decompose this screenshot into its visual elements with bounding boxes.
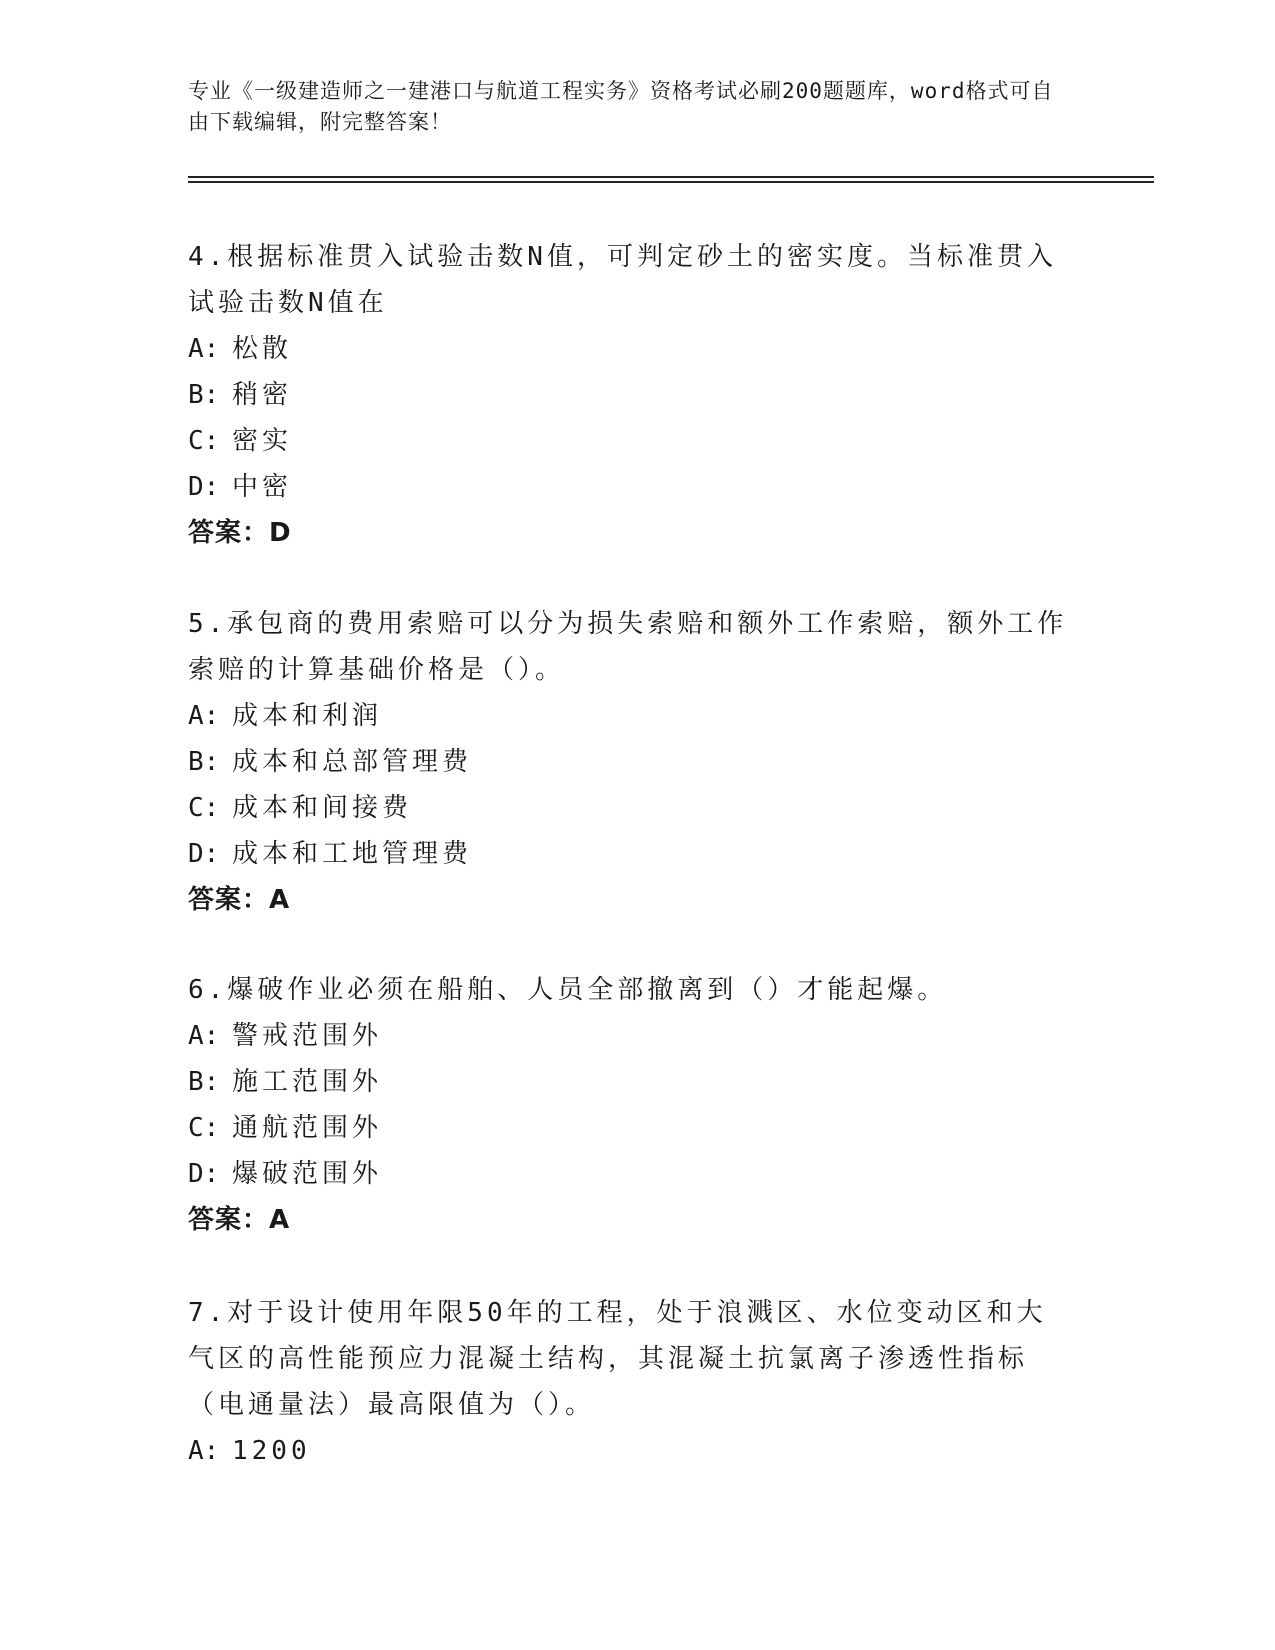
option-label: A: bbox=[188, 1436, 220, 1466]
question-6 bbox=[188, 967, 1068, 1243]
document-header: 专业《一级建造师之一建港口与航道工程实务》资格考试必刷200题题库，word格式可自由下载编辑，附完整答案！ bbox=[188, 79, 1054, 134]
answer-text: 答案：D bbox=[188, 518, 292, 548]
answer-text: 答案：A bbox=[188, 885, 291, 915]
option-b bbox=[188, 372, 1068, 418]
option-a bbox=[188, 693, 1068, 739]
option-a bbox=[188, 326, 1068, 372]
question-4 bbox=[188, 234, 1068, 556]
question-text: 7.对于设计使用年限50年的工程，处于浪溅区、水位变动区和大气区的高性能预应力混凝土结构，其混凝土抗氯离子渗透性指标（电通量法）最高限值为（）。 bbox=[188, 1298, 1047, 1420]
option-text: 松散 bbox=[232, 334, 293, 364]
option-label: A: bbox=[188, 701, 220, 731]
option-text: 中密 bbox=[232, 472, 293, 502]
option-text: 施工范围外 bbox=[232, 1067, 383, 1097]
option-text: 通航范围外 bbox=[232, 1113, 383, 1143]
option-d bbox=[188, 1151, 1068, 1197]
option-label: D: bbox=[188, 472, 220, 502]
option-label: A: bbox=[188, 1021, 220, 1051]
option-c bbox=[188, 1105, 1068, 1151]
header-divider-top bbox=[188, 176, 1154, 178]
option-text: 爆破范围外 bbox=[232, 1159, 383, 1189]
option-d bbox=[188, 464, 1068, 510]
question-7 bbox=[188, 1290, 1068, 1474]
question-text: 5.承包商的费用索赔可以分为损失索赔和额外工作索赔，额外工作索赔的计算基础价格是（）。 bbox=[188, 609, 1068, 685]
option-text: 成本和利润 bbox=[232, 701, 383, 731]
question-text: 4.根据标准贯入试验击数N值，可判定砂土的密实度。当标准贯入试验击数N值在 bbox=[188, 242, 1057, 318]
option-d bbox=[188, 831, 1068, 877]
option-text: 成本和工地管理费 bbox=[232, 839, 473, 869]
option-text: 密实 bbox=[232, 426, 293, 456]
option-a bbox=[188, 1428, 1068, 1474]
option-text: 成本和总部管理费 bbox=[232, 747, 473, 777]
question-5 bbox=[188, 601, 1068, 923]
option-text: 稍密 bbox=[232, 380, 293, 410]
option-label: B: bbox=[188, 747, 220, 777]
option-b bbox=[188, 1059, 1068, 1105]
option-c bbox=[188, 418, 1068, 464]
option-label: D: bbox=[188, 1159, 220, 1189]
option-label: C: bbox=[188, 1113, 220, 1143]
option-c bbox=[188, 785, 1068, 831]
option-label: D: bbox=[188, 839, 220, 869]
header-divider-bottom bbox=[188, 181, 1154, 183]
question-text: 6.爆破作业必须在船舶、人员全部撤离到（）才能起爆。 bbox=[188, 975, 948, 1005]
option-label: C: bbox=[188, 793, 220, 823]
option-a bbox=[188, 1013, 1068, 1059]
option-b bbox=[188, 739, 1068, 785]
answer-text: 答案：A bbox=[188, 1205, 291, 1235]
option-text: 1200 bbox=[232, 1436, 311, 1466]
option-label: A: bbox=[188, 334, 220, 364]
option-text: 成本和间接费 bbox=[232, 793, 413, 823]
option-label: B: bbox=[188, 1067, 220, 1097]
option-text: 警戒范围外 bbox=[232, 1021, 383, 1051]
option-label: B: bbox=[188, 380, 220, 410]
option-label: C: bbox=[188, 426, 220, 456]
